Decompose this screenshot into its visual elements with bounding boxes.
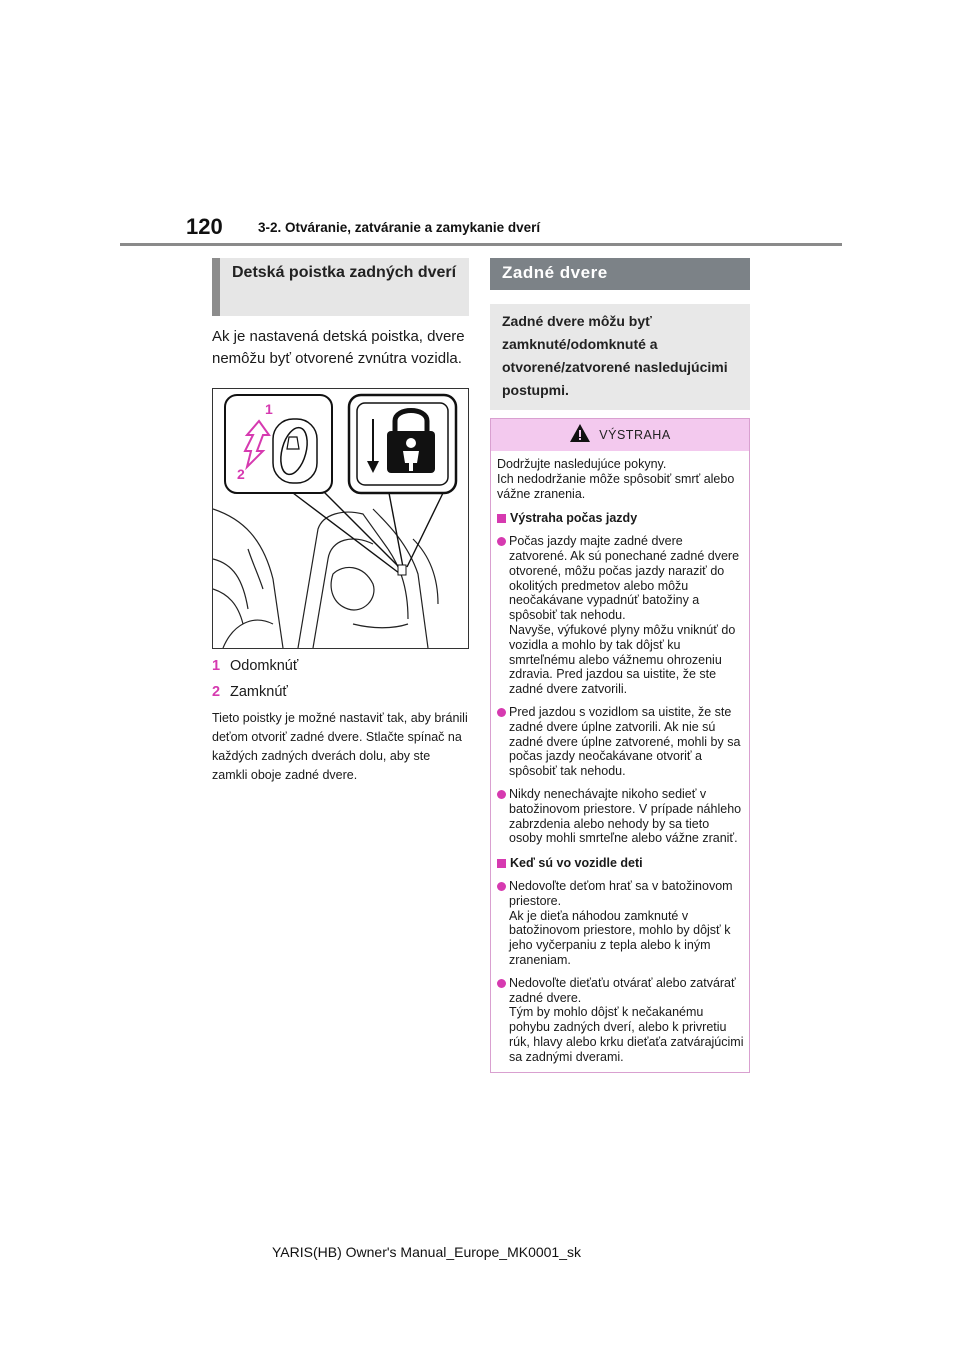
round-bullet-icon bbox=[497, 537, 506, 546]
chapter-title: 3-2. Otváranie, zatváranie a zamykanie dverí bbox=[258, 220, 541, 235]
step-unlock bbox=[212, 655, 469, 677]
list-item-text: Nedovoľte dieťaťu otvárať alebo zatvárať zadné dvere. Tým by mohlo dôjsť k nečakanému pohybu zadných dverí, alebo k privretiu rúk, hlavy alebo krku dieťaťa zatvárajúcimi sa zadnými dverami. bbox=[509, 975, 744, 1064]
warning-group-children bbox=[497, 856, 744, 871]
warning-box bbox=[490, 418, 750, 1073]
child-lock-note: Tieto poistky je možné nastaviť tak, aby bránili deťom otvoriť zadné dvere. Stlačte spínač na každých zadných dverách dolu, aby ste zamkli oboje zadné dvere. bbox=[212, 711, 468, 782]
warning-intro-1: Dodržujte nasledujúce pokyny. bbox=[497, 457, 667, 471]
list-item bbox=[497, 879, 744, 968]
warning-body bbox=[491, 451, 749, 1072]
header-divider bbox=[120, 243, 842, 246]
back-door-heading: Zadné dvere bbox=[502, 263, 608, 282]
warning-triangle-icon bbox=[569, 423, 591, 448]
child-lock-illustration bbox=[212, 388, 469, 649]
page-footer: YARIS(HB) Owner's Manual_Europe_MK0001_sk bbox=[272, 1244, 581, 1260]
left-column bbox=[212, 258, 469, 785]
step-lock bbox=[212, 681, 469, 703]
page-number: 120 bbox=[186, 214, 223, 239]
list-item bbox=[497, 534, 744, 697]
warning-intro-2: Ich nedodržanie môže spôsobiť smrť alebo vážne zranenia. bbox=[497, 471, 735, 501]
callout-1: 1 bbox=[265, 401, 273, 417]
list-item bbox=[497, 705, 744, 779]
child-lock-intro: Ak je nastavená detská poistka, dvere nemôžu byť otvorené zvnútra vozidla. bbox=[212, 328, 465, 367]
square-bullet-icon bbox=[497, 514, 506, 523]
round-bullet-icon bbox=[497, 882, 506, 891]
list-item bbox=[497, 787, 744, 846]
callout-2: 2 bbox=[237, 466, 245, 482]
step-label: Odomknúť bbox=[230, 658, 299, 674]
step-label: Zamknúť bbox=[230, 684, 288, 700]
list-item-text: Pred jazdou s vozidlom sa uistite, že ste zadné dvere úplne zatvorili. Ak nie sú zadné dvere úplne zatvorené, mohli by sa počas jazdy neočakávane otvoriť a spôsobiť tak nehodu. bbox=[509, 704, 741, 779]
back-door-subheading: Zadné dvere môžu byť zamknuté/odomknuté a otvorené/zatvorené nasledujúcimi postupmi. bbox=[502, 313, 728, 398]
child-lock-heading-box bbox=[212, 258, 469, 316]
child-lock-heading: Detská poistka zadných dverí bbox=[232, 264, 457, 281]
step-number: 1 bbox=[212, 658, 221, 674]
warning-group-driving bbox=[497, 511, 744, 526]
round-bullet-icon bbox=[497, 708, 506, 717]
back-door-subheading-box bbox=[490, 304, 750, 410]
warning-group-title: Výstraha počas jazdy bbox=[510, 511, 638, 526]
round-bullet-icon bbox=[497, 979, 506, 988]
list-item-text: Nikdy nenechávajte nikoho sedieť v batožinovom priestore. V prípade náhleho zabrzdenia alebo nehody by sa tieto osoby mohli smrteľne alebo vážne zraniť. bbox=[509, 786, 742, 846]
square-bullet-icon bbox=[497, 859, 506, 868]
warning-header bbox=[491, 419, 749, 451]
list-item-text: Počas jazdy majte zadné dvere zatvorené. Ak sú ponechané zadné dvere otvorené, môžu počas jazdy naraziť do okolitých predmetov alebo môžu neočakávane vypadnúť batožiny a spôsobiť tak nehodu. Navyše, výfukové plyny môžu vniknúť do vozidla a mohlo by tak dôjsť ku smrteľnému alebo vážnemu ohrozeniu zdravia. Pred jazdou sa uistite, že ste zadné dvere zatvorili. bbox=[509, 534, 740, 697]
step-number: 2 bbox=[212, 684, 221, 700]
warning-title: VÝSTRAHA bbox=[599, 428, 671, 442]
round-bullet-icon bbox=[497, 790, 506, 799]
list-item-text: Nedovoľte deťom hrať sa v batožinovom priestore. Ak je dieťa náhodou zamknuté v batožinovom priestore, mohlo by dôjsť k jeho vyčerpaniu z tepla alebo k iným zraneniam. bbox=[509, 878, 733, 967]
back-door-heading-box bbox=[490, 258, 750, 290]
warning-group-title: Keď sú vo vozidle deti bbox=[510, 856, 643, 871]
right-column bbox=[490, 258, 750, 1073]
list-item bbox=[497, 976, 744, 1065]
